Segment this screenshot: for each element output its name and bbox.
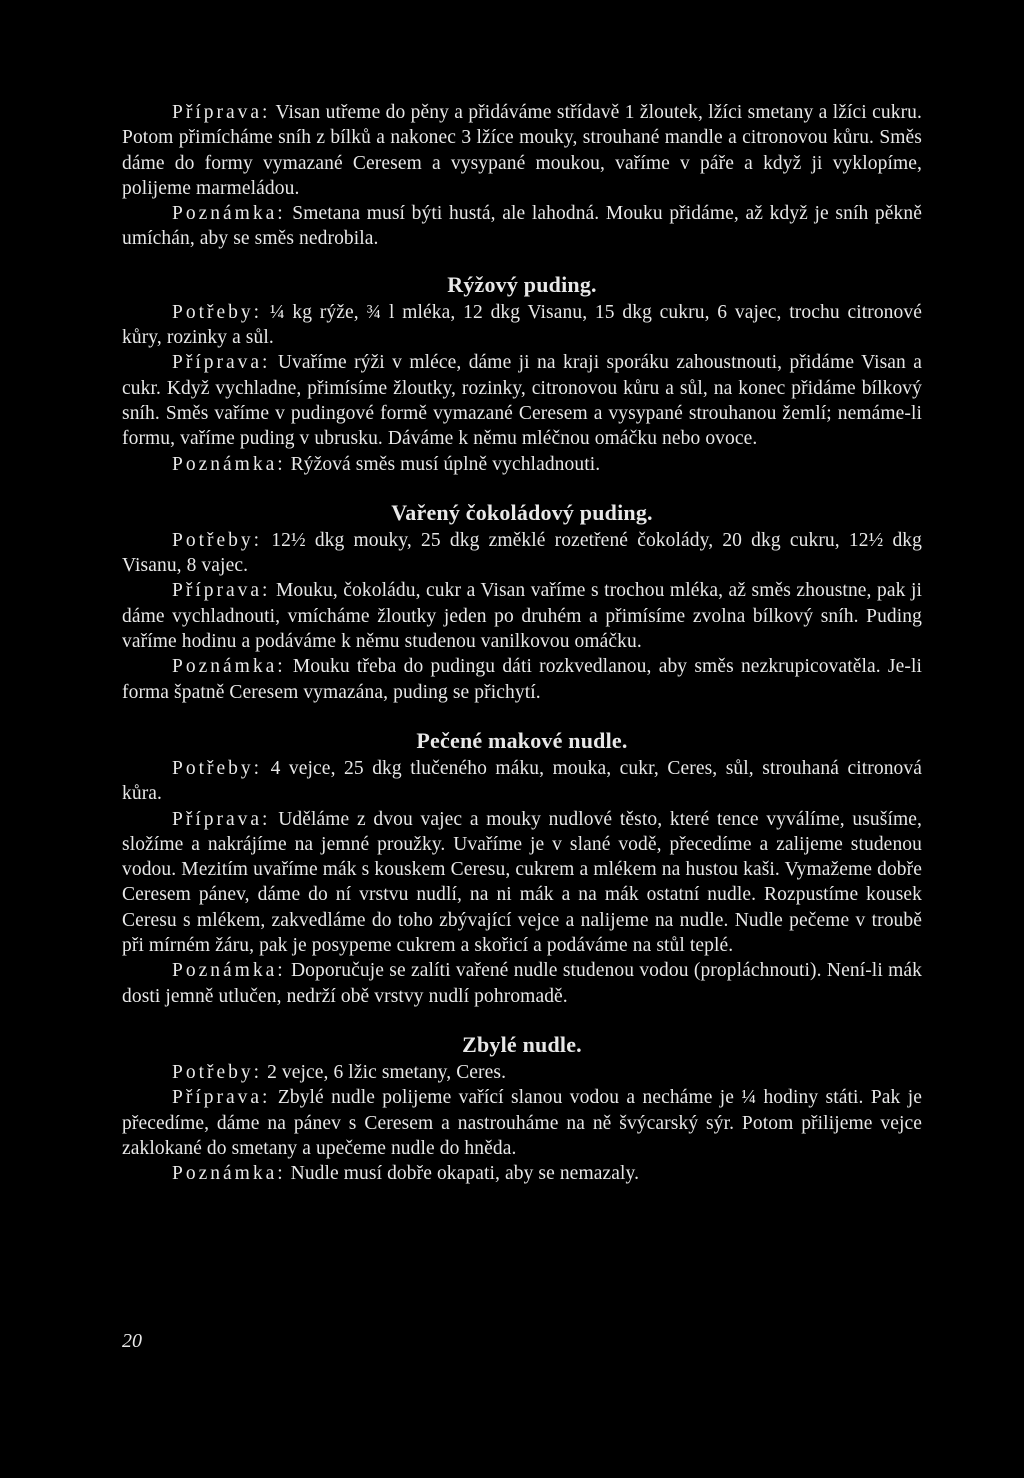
label-priprava: Příprava: (172, 102, 271, 123)
recipe-priprava-text: Zbylé nudle polijeme vařící slanou vodou a necháme je ¼ hodiny státi. Pak je přecedíme, dáme na pánev s Ceresem a nastrouháme na ně švýcarský sýr. Potom přilijeme vejce zaklokané do smetany a upečeme nudle do hněda. (122, 1087, 922, 1159)
recipe-priprava (122, 578, 922, 654)
label-potreby: Potřeby: (172, 529, 263, 551)
recipe-title: Rýžový puding. (447, 271, 597, 297)
recipe-potreby (122, 528, 922, 579)
label-poznamka: Poznámka: (172, 203, 286, 225)
label-poznamka: Poznámka: (172, 1163, 286, 1185)
recipe-potreby-text: ¼ kg rýže, ¾ l mléka, 12 dkg Visanu, 15 dkg cukru, 6 vajec, trochu citronové kůry, rozinky a sůl. (122, 301, 922, 349)
recipe-priprava (122, 807, 922, 959)
intro-priprava-text: Visan utřeme do pěny a přidáváme střídavě 1 žloutek, lžíci smetany a lžíci cukru. Potom přimícháme sníh z bílků a nakonec 3 lžíce mouky, strouhané mandle a citronovou kůru. Směs dáme do formy vymazané Ceresem a vysypané moukou, vaříme v páře a když ji vyklopíme, polijeme marmeládou. (122, 102, 922, 199)
recipe-priprava (122, 350, 922, 451)
label-potreby: Potřeby: (172, 1061, 263, 1083)
recipe-poznamka-text: Nudle musí dobře okapati, aby se nemazaly. (290, 1163, 640, 1185)
recipe-title: Pečené makové nudle. (416, 727, 628, 753)
label-priprava: Příprava: (172, 808, 271, 830)
recipe-poznamka (122, 452, 922, 477)
label-potreby: Potřeby: (172, 301, 263, 323)
recipe-poznamka-text: Doporučuje se zalíti vařené nudle studenou vodou (propláchnouti). Není-li mák dosti jemně utlučen, nedrží obě vrstvy nudlí pohromadě. (122, 960, 922, 1007)
page-number: 20 (122, 1330, 142, 1352)
label-priprava: Příprava: (172, 580, 271, 602)
label-poznamka: Poznámka: (172, 656, 286, 678)
recipe-poznamka-text: Rýžová směs musí úplně vychladnouti. (290, 453, 601, 475)
recipe-potreby (122, 756, 922, 807)
recipe-potreby-text: 2 vejce, 6 lžic smetany, Ceres. (267, 1061, 507, 1083)
label-priprava: Příprava: (172, 1087, 271, 1109)
recipe-poznamka (122, 654, 922, 705)
recipe-poznamka (122, 958, 922, 1009)
label-poznamka: Poznámka: (172, 453, 286, 475)
recipe-potreby (122, 300, 922, 351)
intro-poznamka-text: Smetana musí býti hustá, ale lahodná. Mouku přidáme, až když je sníh pěkně umíchán, aby se směs nedrobila. (122, 203, 922, 250)
page-body (122, 100, 922, 1186)
intro-priprava (122, 100, 922, 201)
intro-poznamka (122, 201, 922, 252)
recipe-potreby (122, 1060, 922, 1085)
recipe-potreby-text: 12½ dkg mouky, 25 dkg změklé rozetřené čokolády, 20 dkg cukru, 12½ dkg Visanu, 8 vajec. (122, 529, 922, 577)
recipe-priprava-text: Uděláme z dvou vajec a mouky nudlové těsto, které tence vyválíme, usušíme, složíme a nakrájíme na jemné proužky. Uvaříme je v slané vodě, přecedíme a zalijeme studenou vodou. Mezitím uvaříme mák s kouskem Ceresu, cukrem a mlékem na hustou kaši. Vymažeme dobře Ceresem pánev, dáme do ní vrstvu nudlí, na ni mák a na mák ostatní nudle. Rozpustíme kousek Ceresu s mlékem, zakvedláme do toho zbývající vejce a nalijeme na nudle. Nudle pečeme v troubě při mírném žáru, pak je posypeme cukrem a skořicí a podáváme na stůl teplé. (122, 808, 922, 957)
recipe-title: Vařený čokoládový puding. (391, 499, 653, 525)
recipe-poznamka-text: Mouku třeba do pudingu dáti rozkvedlanou, aby směs nezkrupicovatěla. Je-li forma špatně Ceresem vymazána, puding se přichytí. (122, 656, 922, 703)
recipe-priprava-text: Mouku, čokoládu, cukr a Visan vaříme s trochou mléka, až směs zhoustne, pak ji dáme vychladnouti, vmícháme žloutky jeden po druhém a přimísíme zvolna bílkový sníh. Puding vaříme hodinu a podáváme k němu studenou vanilkovou omáčku. (122, 580, 922, 653)
recipe-poznamka (122, 1161, 922, 1186)
label-priprava: Příprava: (172, 352, 271, 374)
recipe-potreby-text: 4 vejce, 25 dkg tlučeného máku, mouka, cukr, Ceres, sůl, strouhaná citronová kůra. (122, 757, 922, 805)
recipe-priprava (122, 1085, 922, 1161)
recipe-title: Zbylé nudle. (462, 1031, 582, 1057)
label-potreby: Potřeby: (172, 757, 263, 779)
label-poznamka: Poznámka: (172, 960, 286, 982)
recipe-priprava-text: Uvaříme rýži v mléce, dáme ji na kraji sporáku zahoustnouti, přidáme Visan a cukr. Když vychladne, přimísíme žloutky, rozinky, citronovou kůru a sůl, na konec přidáme bílkový sníh. Směs vaříme v pudingové formě vymazané Ceresem a vysypané strouhanou žemlí; nemáme-li formu, vaříme puding v ubrusku. Dáváme k němu mléčnou omáčku nebo ovoce. (122, 352, 922, 450)
